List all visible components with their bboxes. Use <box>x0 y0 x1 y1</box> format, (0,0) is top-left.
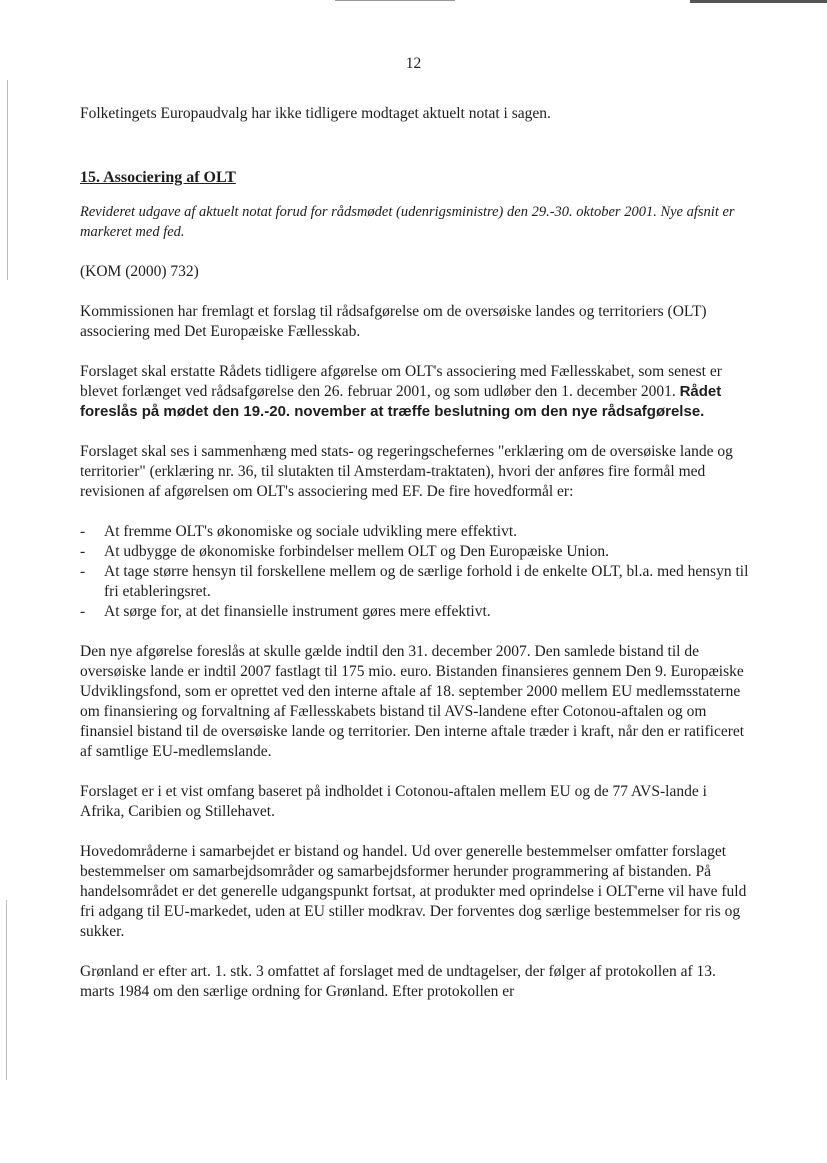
revised-note: Revideret udgave af aktuelt notat forud for rådsmødet (udenrigsministre) den 29.-30. oktober 2001. Nye afsnit er markeret med fed. <box>80 204 735 240</box>
paragraph-validity: Den nye afgørelse foreslås at skulle gælde indtil den 31. december 2007. Den samlede bistand til de oversøiske lande er indtil 2007 fastlagt til 175 mio. euro. Bistanden finansieres gennem Den 9. Europæiske Udviklingsfond, som er oprettet ved den interne aftale af 18. september 2000 mellem EU medlemsstaterne om finansiering og forvaltning af Fællesskabets bistand til AVS-landene efter Cotonou-aftalen og om finansiel bistand til de oversøiske lande og territorier. Den interne aftale træder i kraft, når den er ratificeret af samtlige EU-medlemslande. <box>80 643 745 760</box>
scan-artifact-top-middle <box>335 0 455 1</box>
section-heading: 15. Associering af OLT <box>80 169 236 186</box>
paragraph-greenland: Grønland er efter art. 1. stk. 3 omfattet af forslaget med de undtagelser, der følger af protokollen af 13. marts 1984 om den særlige ordning for Grønland. Efter protokollen er <box>80 963 716 1000</box>
list-item: - At sørge for, at det finansielle instrument gøres mere effektivt. <box>80 602 750 622</box>
scan-artifact-top-right <box>690 0 827 3</box>
document-body <box>80 104 750 1022</box>
scan-artifact-left-edge-lower <box>6 900 7 1080</box>
list-item: - At fremme OLT's økonomiske og sociale udvikling mere effektivt. <box>80 522 750 542</box>
list-item: - At tage større hensyn til forskellene mellem og de særlige forhold i de enkelte OLT, bl.a. med hensyn til fri etableringsret. <box>80 562 750 602</box>
paragraph-main-areas: Hovedområderne i samarbejdet er bistand og handel. Ud over generelle bestemmelser omfatter forslaget bestemmelser om samarbejdsområder og samarbejdsformer herunder programmering af bistanden. På handelsområdet er det generelle udgangspunkt fortsat, at produkter med oprindelse i OLT'erne vil have fuld fri adgang til EU-markedet, uden at EU stiller modkrav. Der forventes dog særlige bestemmelser for ris og sukker. <box>80 843 747 940</box>
page-number: 12 <box>405 55 422 72</box>
paragraph-cotonou: Forslaget er i et vist omfang baseret på indholdet i Cotonou-aftalen mellem EU og de 77 AVS-lande i Afrika, Caribien og Stillehavet. <box>80 783 707 820</box>
intro-paragraph: Folketingets Europaudvalg har ikke tidligere modtaget aktuelt notat i sagen. <box>80 105 551 122</box>
goals-list <box>80 522 750 622</box>
paragraph-replacement-bold: Rådet foreslås på mødet den 19.-20. november at træffe beslutning om den nye rådsafgørelse. <box>80 383 722 420</box>
paragraph-replacement <box>80 362 750 422</box>
paragraph-replacement-text: Forslaget skal erstatte Rådets tidligere afgørelse om OLT's associering med Fællesskabet, som senest er blevet forlænget ved rådsafgørelse den 26. februar 2001, og som udløber den 1. december 2001. <box>80 363 722 400</box>
list-item: - At udbygge de økonomiske forbindelser mellem OLT og Den Europæiske Union. <box>80 542 750 562</box>
paragraph-declaration: Forslaget skal ses i sammenhæng med stats- og regeringschefernes "erklæring om de oversøiske lande og territorier" (erklæring nr. 36, til slutakten til Amsterdam-traktaten), hvori der anføres fire formål med revisionen af afgørelsen om OLT's associering med EF. De fire hovedformål er: <box>80 443 733 500</box>
paragraph-proposal: Kommissionen har fremlagt et forslag til rådsafgørelse om de oversøiske landes og territoriers (OLT) associering med Det Europæiske Fællesskab. <box>80 303 707 340</box>
reference-code: (KOM (2000) 732) <box>80 263 199 280</box>
scan-artifact-left-edge <box>7 80 8 280</box>
